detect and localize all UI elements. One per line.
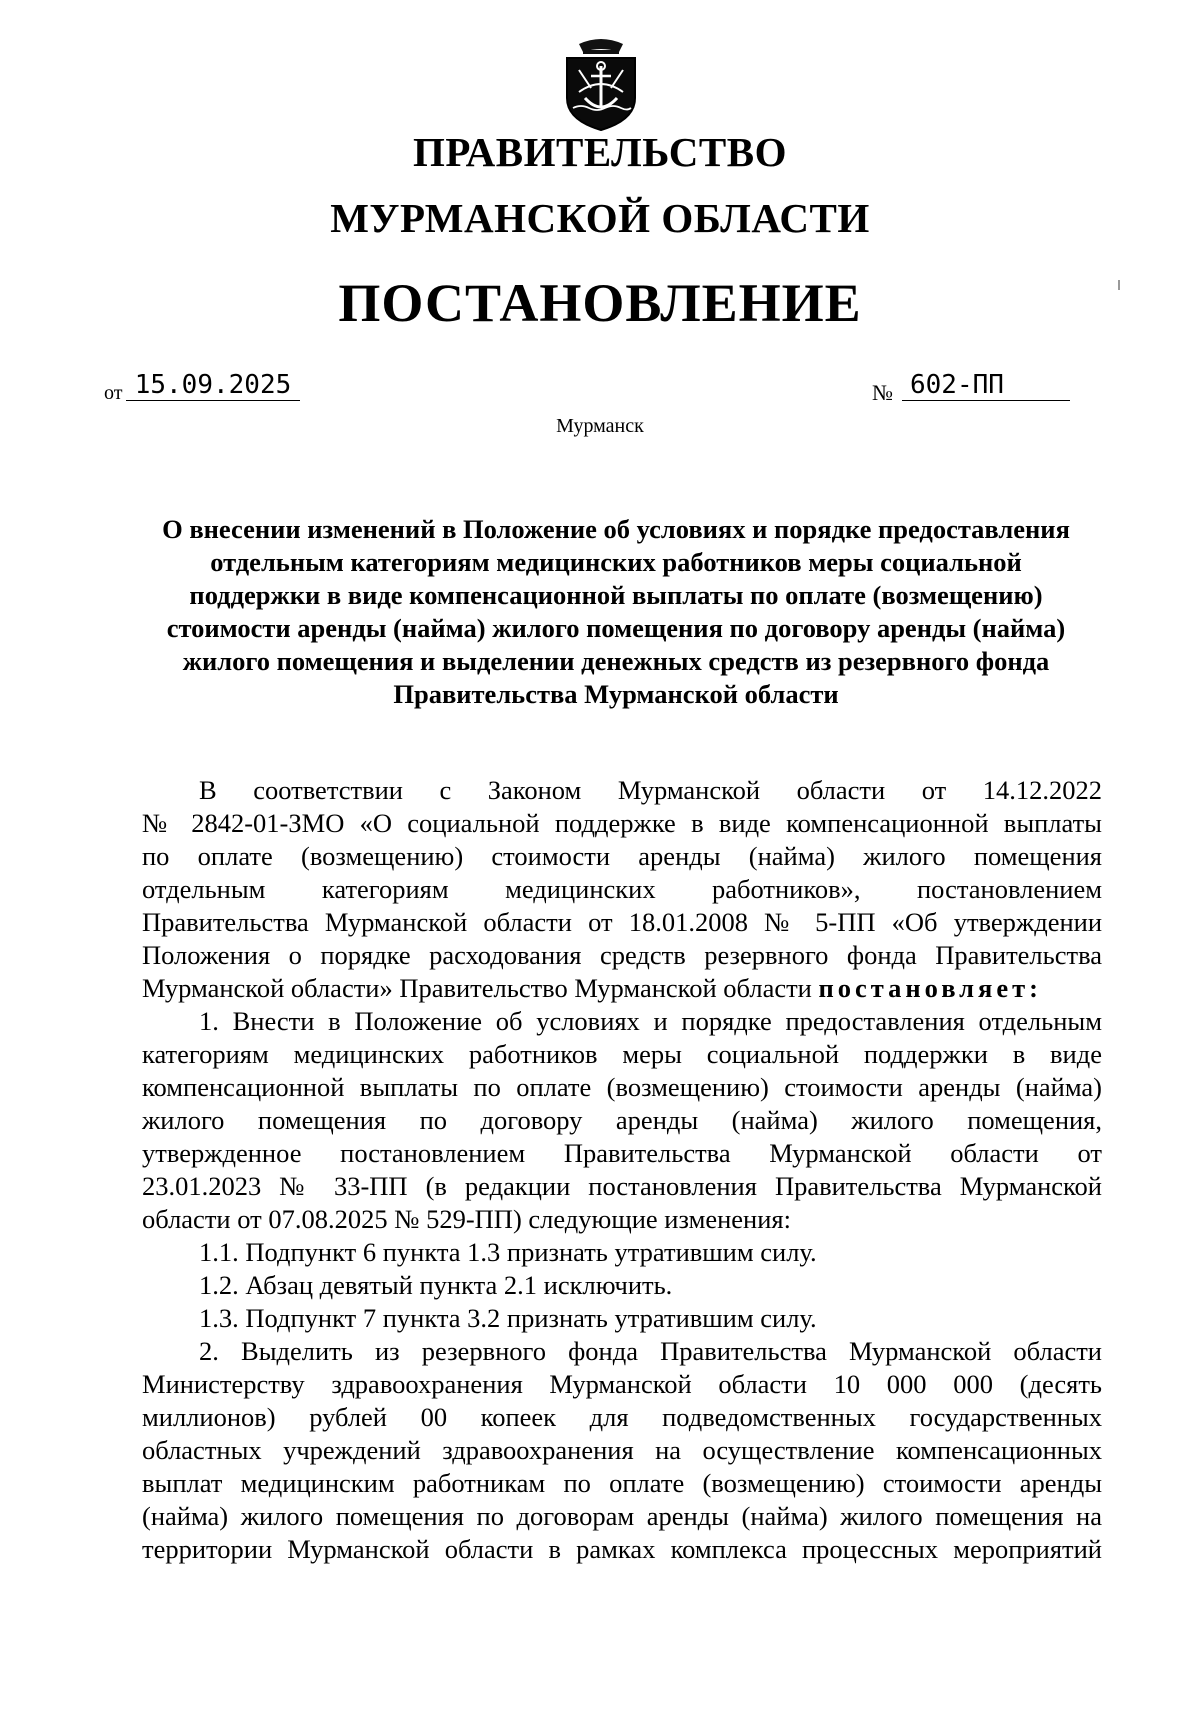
preamble-line: В соответствии с Законом Мурманской области от 14.12.2022 <box>199 775 1102 805</box>
preamble-line: № 2842-01-ЗМО «О социальной поддержке в виде компенсационной выплаты <box>142 808 1102 838</box>
sub-item: 1.3. Подпункт 7 пункта 3.2 признать утратившим силу. <box>199 1303 817 1333</box>
item2-line: (найма) жилого помещения по договорам аренды (найма) жилого помещения на <box>142 1501 1102 1531</box>
date-prefix: от <box>104 382 123 404</box>
title-line: жилого помещения и выделении денежных средств из резервного фонда <box>182 646 1050 676</box>
item1-line: категориям медицинских работников меры социальной поддержки в виде <box>142 1039 1102 1069</box>
preamble-line: по оплате (возмещению) стоимости аренды (найма) жилого помещения <box>142 841 1102 871</box>
item1-line: 23.01.2023 № 33-ПП (в редакции постановления Правительства Мурманской <box>142 1171 1102 1201</box>
preamble-line: Положения о порядке расходования средств резервного фонда Правительства <box>142 940 1102 970</box>
item2-line: 2. Выделить из резервного фонда Правительства Мурманской области <box>199 1336 1102 1366</box>
item2-line: территории Мурманской области в рамках комплекса процессных мероприятий <box>142 1534 1102 1564</box>
coat-of-arms-icon <box>561 36 641 132</box>
government-title-line1: ПРАВИТЕЛЬСТВО <box>412 129 788 175</box>
document-type-heading: ПОСТАНОВЛЕНИЕ <box>338 273 862 333</box>
title-line: поддержки в виде компенсационной выплаты по оплате (возмещению) <box>189 580 1043 610</box>
title-line: стоимости аренды (найма) жилого помещения по договору аренды (найма) <box>166 613 1066 643</box>
item1-line: 1. Внести в Положение об условиях и порядке предоставления отдельным <box>199 1006 1102 1036</box>
title-line: отдельным категориям медицинских работников меры социальной <box>210 547 1022 577</box>
scan-mark <box>1118 280 1120 290</box>
item1-last-line: области от 07.08.2025 № 529-ПП) следующие изменения: <box>142 1204 791 1234</box>
document-date: 15.09.2025 <box>126 370 300 401</box>
item2-line: миллионов) рублей 00 копеек для подведомственных государственных <box>142 1402 1102 1432</box>
preamble-last-line <box>142 972 1102 1005</box>
preamble-line: отдельным категориям медицинских работников», постановлением <box>142 874 1102 904</box>
number-prefix: № <box>872 380 893 405</box>
preamble-line: Правительства Мурманской области от 18.01.2008 № 5-ПП «Об утверждении <box>142 907 1102 937</box>
item1-line: утвержденное постановлением Правительства Мурманской области от <box>142 1138 1102 1168</box>
item2-line: Министерству здравоохранения Мурманской области 10 000 000 (десять <box>142 1369 1102 1399</box>
title-line: О внесении изменений в Положение об условиях и порядке предоставления <box>162 514 1070 544</box>
government-title-line2: МУРМАНСКОЙ ОБЛАСТИ <box>330 195 870 241</box>
item2-line: областных учреждений здравоохранения на осуществление компенсационных <box>142 1435 1102 1465</box>
sub-item: 1.1. Подпункт 6 пункта 1.3 признать утратившим силу. <box>199 1237 817 1267</box>
preamble-text: Мурманской области» Правительство Мурманской области <box>142 973 819 1003</box>
item2-line: выплат медицинским работникам по оплате (возмещению) стоимости аренды <box>142 1468 1102 1498</box>
sub-item: 1.2. Абзац девятый пункта 2.1 исключить. <box>199 1270 673 1300</box>
document-title <box>130 513 1102 711</box>
document-number: 602-ПП <box>902 370 1070 401</box>
item1-line: компенсационной выплаты по оплате (возмещению) стоимости аренды (найма) <box>142 1072 1102 1102</box>
city: Мурманск <box>556 415 644 437</box>
decree-word: постановляет: <box>818 973 1042 1003</box>
document-body <box>142 774 1102 1566</box>
title-line: Правительства Мурманской области <box>393 679 839 709</box>
item1-line: жилого помещения по договору аренды (найма) жилого помещения, <box>142 1105 1102 1135</box>
